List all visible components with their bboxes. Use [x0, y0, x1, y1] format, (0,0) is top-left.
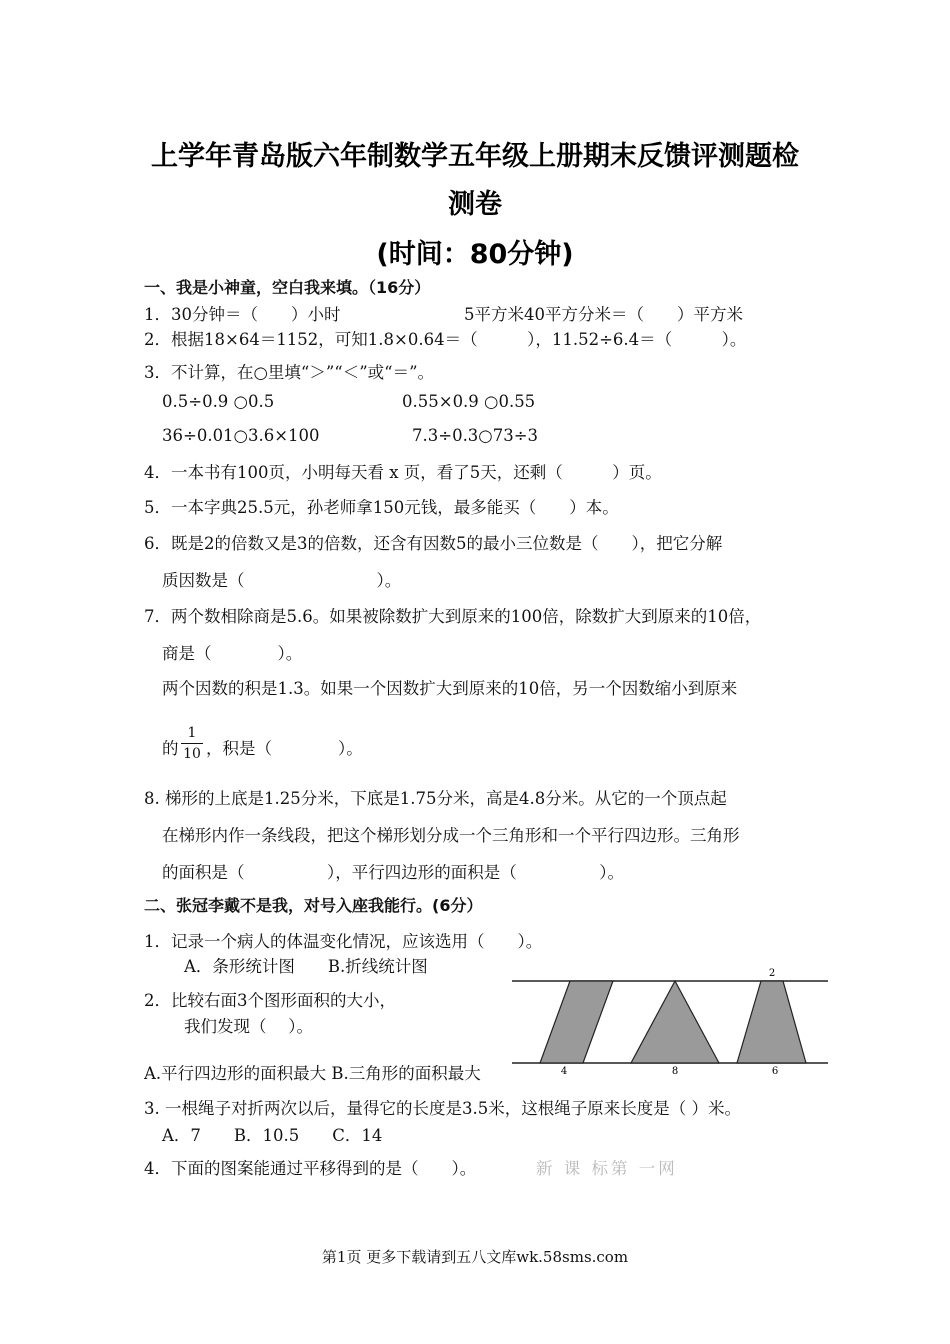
time-note: (时间：80分钟) — [376, 239, 574, 270]
section2-question-3-options: A．7 B．10.5 C．14 — [162, 1126, 383, 1145]
section-one-heading: 一、我是小神童，空白我来填。（16分） — [144, 278, 431, 297]
section2-question-2-options: A.平行四边形的面积最大 B.三角形的面积最大 — [144, 1064, 481, 1083]
fraction-denominator: 10 — [183, 746, 201, 762]
area-comparison-figure — [508, 964, 830, 1080]
page-title: 上学年青岛版六年制数学五年级上册期末反馈评测题检 — [151, 141, 799, 172]
question-4: 4．一本书有100页，小明每天看 x 页，看了5天，还剩（ ）页。 — [144, 463, 662, 482]
question-3-item-b: 0.55×0.9 ○0.55 — [402, 392, 536, 411]
page-footer: 第1页 更多下载请到五八文库wk.58sms.com — [321, 1248, 629, 1266]
question-6-line-2: 质因数是（ ）。 — [162, 571, 402, 590]
label-top-2: 2 — [768, 968, 776, 979]
section2-question-3: 3. 一根绳子对折两次以后，量得它的长度是3.5米，这根绳子原来长度是（ ）米。 — [144, 1099, 741, 1118]
question-8-line-2: 在梯形内作一条线段，把这个梯形划分成一个三角形和一个平行四边形。三角形 — [162, 826, 740, 845]
question-3: 3．不计算，在○里填“＞”“＜”或“＝”。 — [144, 363, 435, 382]
question-1b: 5平方米40平方分米＝（ ）平方米 — [464, 305, 743, 324]
question-1a: 1．30分钟＝（ ）小时 — [144, 305, 341, 324]
question-3-item-c: 36÷0.01○3.6×100 — [162, 426, 320, 445]
fraction-numerator: 1 — [187, 725, 197, 741]
fraction-one-tenth — [181, 725, 203, 762]
section2-question-1: 1．记录一个病人的体温变化情况，应该选用（ ）。 — [144, 932, 543, 951]
page-title-continued: 测卷 — [448, 189, 502, 220]
section-two-heading: 二、张冠李戴不是我，对号入座我能行。(6分） — [144, 896, 483, 915]
label-bottom-4: 4 — [560, 1066, 568, 1077]
section2-question-4: 4．下面的图案能通过平移得到的是（ ）。 — [144, 1159, 477, 1178]
label-bottom-6: 6 — [771, 1066, 779, 1077]
parallelogram-shape — [540, 981, 613, 1063]
question-7-line-4-prefix: 的 — [162, 739, 179, 758]
section2-question-1-options: A．条形统计图 B.折线统计图 — [184, 957, 428, 976]
question-7-line-3: 两个因数的积是1.3。如果一个因数扩大到原来的10倍，另一个因数缩小到原来 — [162, 679, 738, 698]
question-3-item-a: 0.5÷0.9 ○0.5 — [162, 392, 275, 411]
question-6-line-1: 6．既是2的倍数又是3的倍数，还含有因数5的最小三位数是（ ），把它分解 — [144, 534, 723, 553]
question-7-line-2: 商是（ ）。 — [162, 644, 303, 663]
watermark-text: 新 课 标第 一网 — [536, 1159, 678, 1178]
question-8-line-3: 的面积是（ ），平行四边形的面积是（ ）。 — [162, 863, 624, 882]
fraction-bar — [181, 743, 203, 744]
question-7-line-1: 7．两个数相除商是5.6。如果被除数扩大到原来的100倍，除数扩大到原来的10倍， — [144, 607, 762, 626]
question-3-item-d: 7.3÷0.3○73÷3 — [412, 426, 539, 445]
trapezoid-shape — [737, 981, 806, 1063]
question-5: 5．一本字典25.5元，孙老师拿150元钱，最多能买（ ）本。 — [144, 498, 619, 517]
section2-question-2-line-2: 我们发现（ ）。 — [184, 1017, 313, 1036]
question-7-line-4-suffix: ，积是（ ）。 — [206, 739, 363, 758]
label-bottom-8: 8 — [671, 1066, 679, 1077]
question-8-line-1: 8. 梯形的上底是1.25分米，下底是1.75分米，高是4.8分米。从它的一个顶点起 — [144, 789, 727, 808]
section2-question-2-line-1: 2．比较右面3个图形面积的大小， — [144, 991, 396, 1010]
question-2: 2．根据18×64＝1152，可知1.8×0.64＝（ ），11.52÷6.4＝（ ）。 — [144, 330, 747, 349]
triangle-shape — [631, 981, 719, 1063]
